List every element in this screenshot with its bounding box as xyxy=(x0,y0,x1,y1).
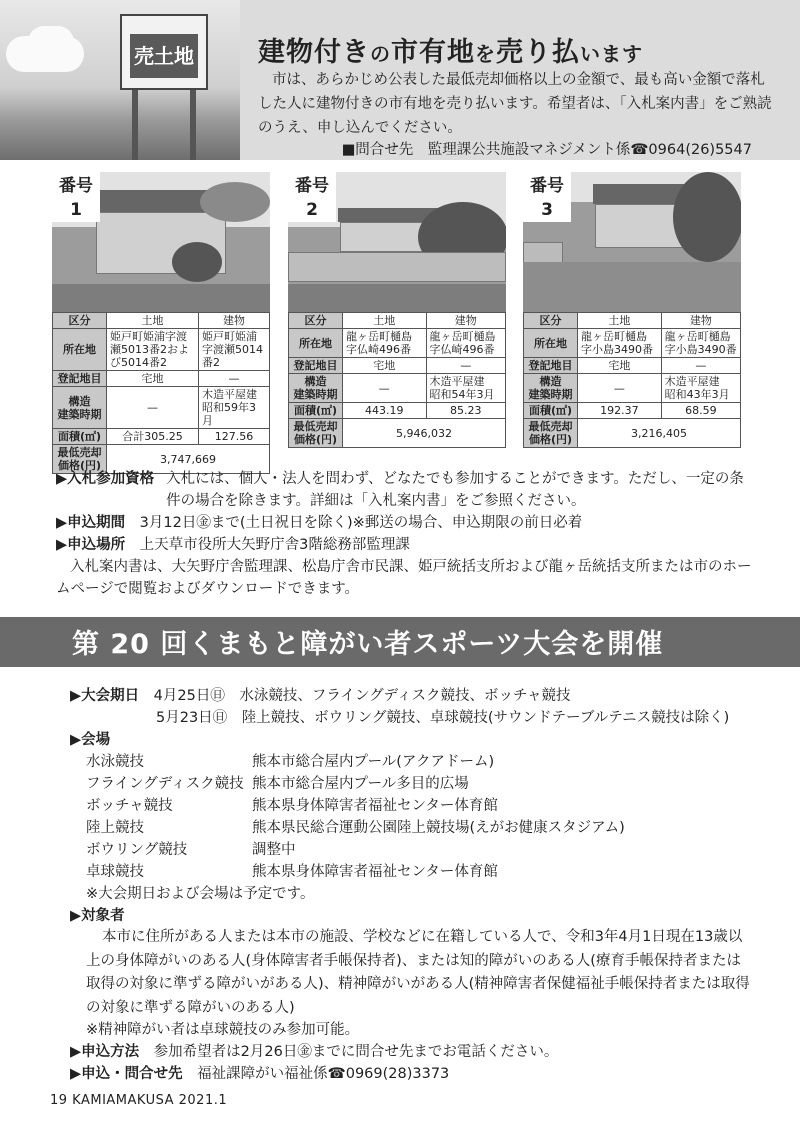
building-location: 龍ヶ岳町樋島字仏崎496番 xyxy=(426,329,505,358)
bid-place: ▶申込場所 上天草市役所大矢野庁舎3階総務部監理課 xyxy=(56,537,410,553)
bid-guide: 入札案内書は、大矢野庁舎監理課、松島庁舎市民課、姫戸統括支所および龍ヶ岳統括支所または市のホームページで閲覧およびダウンロードできます。 xyxy=(56,559,752,597)
venue-label: ▶会場 xyxy=(70,732,111,748)
building-location: 姫戸町姫浦字渡瀬5014番2 xyxy=(199,329,270,371)
venue-row: 陸上競技 xyxy=(86,820,144,836)
property-photo xyxy=(288,172,506,312)
property-card-1 xyxy=(52,172,270,474)
property-number: 番号 1 xyxy=(52,172,100,222)
sale-sign xyxy=(120,14,208,90)
venue-place: 熊本市総合屋内プール多目的広場 xyxy=(252,776,469,792)
venue-row: 水泳競技 xyxy=(86,754,144,770)
property-number: 番号 3 xyxy=(523,172,571,222)
property-spec-table: 区分 土地 建物 所在地 姫戸町姫浦字渡瀬5013番2および5014番2 姫戸町姫浦字渡瀬5014番2 登記地目 宅地 — 構造 建築時期 — 木造平屋建 昭和59年3月 面積(㎡) 合計305.25 127.56 最低売却 価格(円) 3,747,669 xyxy=(52,312,270,474)
sign-text: 売土地 xyxy=(130,34,198,78)
sale-title: 建物付きの市有地を売り払います xyxy=(258,37,643,68)
sale-banner xyxy=(0,0,800,160)
sports-dates-1: ▶大会期日 4月25日㊐ 水泳競技、フライングディスク競技、ボッチャ競技 xyxy=(70,688,571,704)
sports-title: 第 20 回くまもと障がい者スポーツ大会を開催 xyxy=(72,629,664,660)
target-label: ▶対象者 xyxy=(70,908,125,924)
min-price: 3,216,405 xyxy=(578,419,741,448)
venue-note: ※大会期日および会場は予定です。 xyxy=(86,886,315,902)
page-footer: 19 KAMIAMAKUSA 2021.1 xyxy=(50,1093,228,1108)
sale-sign-photo xyxy=(0,0,240,160)
property-spec-table: 区分 土地 建物 所在地 龍ヶ岳町樋島字小島3490番 龍ヶ岳町樋島字小島3490番 登記地目 宅地 — 構造 建築時期 — 木造平屋建 昭和43年3月 面積(㎡) 192.37 68.59 最低売却 価格(円) 3,216,405 xyxy=(523,312,741,448)
building-location: 龍ヶ岳町樋島字小島3490番 xyxy=(661,329,740,358)
property-photo xyxy=(523,172,741,312)
apply-contact: ▶申込・問合せ先 福祉課障がい福祉係☎0969(28)3373 xyxy=(70,1066,450,1082)
min-price: 5,946,032 xyxy=(343,419,506,448)
property-photo xyxy=(52,172,270,312)
sale-description: 市は、あらかじめ公表した最低売却価格以上の金額で、最も高い金額で落札した人に建物付きの市有地を売り払います。希望者は、「入札案内書」をご熟読のうえ、申し込んでください。 xyxy=(258,72,772,136)
property-spec-table: 区分 土地 建物 所在地 龍ヶ岳町樋島字仏崎496番 龍ヶ岳町樋島字仏崎496番 登記地目 宅地 — 構造 建築時期 — 木造平屋建 昭和54年3月 面積(㎡) 443.19 85.23 最低売却 価格(円) 5,946,032 xyxy=(288,312,506,448)
property-card-2 xyxy=(288,172,506,448)
venue-place: 熊本市総合屋内プール(アクアドーム) xyxy=(252,754,495,770)
venue-row: 卓球競技 xyxy=(86,864,144,880)
sports-dates-2: 5月23日㊐ 陸上競技、ボウリング競技、卓球競技(サウンドテーブルテニス競技は除く) xyxy=(156,710,730,726)
bid-period: ▶申込期間 3月12日㊎まで(土日祝日を除く)※郵送の場合、申込期限の前日必着 xyxy=(56,515,583,531)
venue-row: フライングディスク競技 xyxy=(86,776,244,792)
target-note: ※精神障がい者は卓球競技のみ参加可能。 xyxy=(86,1022,360,1038)
property-number: 番号 2 xyxy=(288,172,336,222)
land-location: 姫戸町姫浦字渡瀬5013番2および5014番2 xyxy=(107,329,199,371)
cloud-shape xyxy=(28,26,74,58)
venue-place: 調整中 xyxy=(252,842,296,858)
sign-post xyxy=(190,88,196,160)
bid-eligibility: ▶入札参加資格 入札には、個人・法人を問わず、どなたでも参加することができます。ただし、一定の条件の場合を除きます。詳細は「入札案内書」をご参照ください。 xyxy=(56,471,744,509)
target-text: 本市に住所がある人または本市の施設、学校などに在籍している人で、令和3年4月1日現在13歳以上の身体障がいのある人(身体障害者手帳保持者)、または知的障がいのある人(療育手帳保持者または取得の対象に準ずる障がいがある人)、精神障がいがある人(精神障害者保健福祉手帳保持者または取得の対象に準ずる障がいのある人) xyxy=(86,929,750,1016)
land-location: 龍ヶ岳町樋島字小島3490番 xyxy=(578,329,662,358)
venue-row: ボッチャ競技 xyxy=(86,798,173,814)
sale-contact: ■問合せ先 監理課公共施設マネジメント係☎0964(26)5547 xyxy=(341,142,752,158)
land-location: 龍ヶ岳町樋島字仏崎496番 xyxy=(343,329,427,358)
venue-place: 熊本県身体障害者福祉センター体育館 xyxy=(252,798,498,814)
min-price: 3,747,669 xyxy=(107,445,270,474)
venue-place: 熊本県民総合運動公園陸上競技場(えがお健康スタジアム) xyxy=(252,820,625,836)
venue-row: ボウリング競技 xyxy=(86,842,188,858)
venue-place: 熊本県身体障害者福祉センター体育館 xyxy=(252,864,498,880)
sign-post xyxy=(132,88,138,160)
property-card-3 xyxy=(523,172,741,448)
apply-method: ▶申込方法 参加希望者は2月26日㊎までに問合せ先までお電話ください。 xyxy=(70,1044,559,1060)
